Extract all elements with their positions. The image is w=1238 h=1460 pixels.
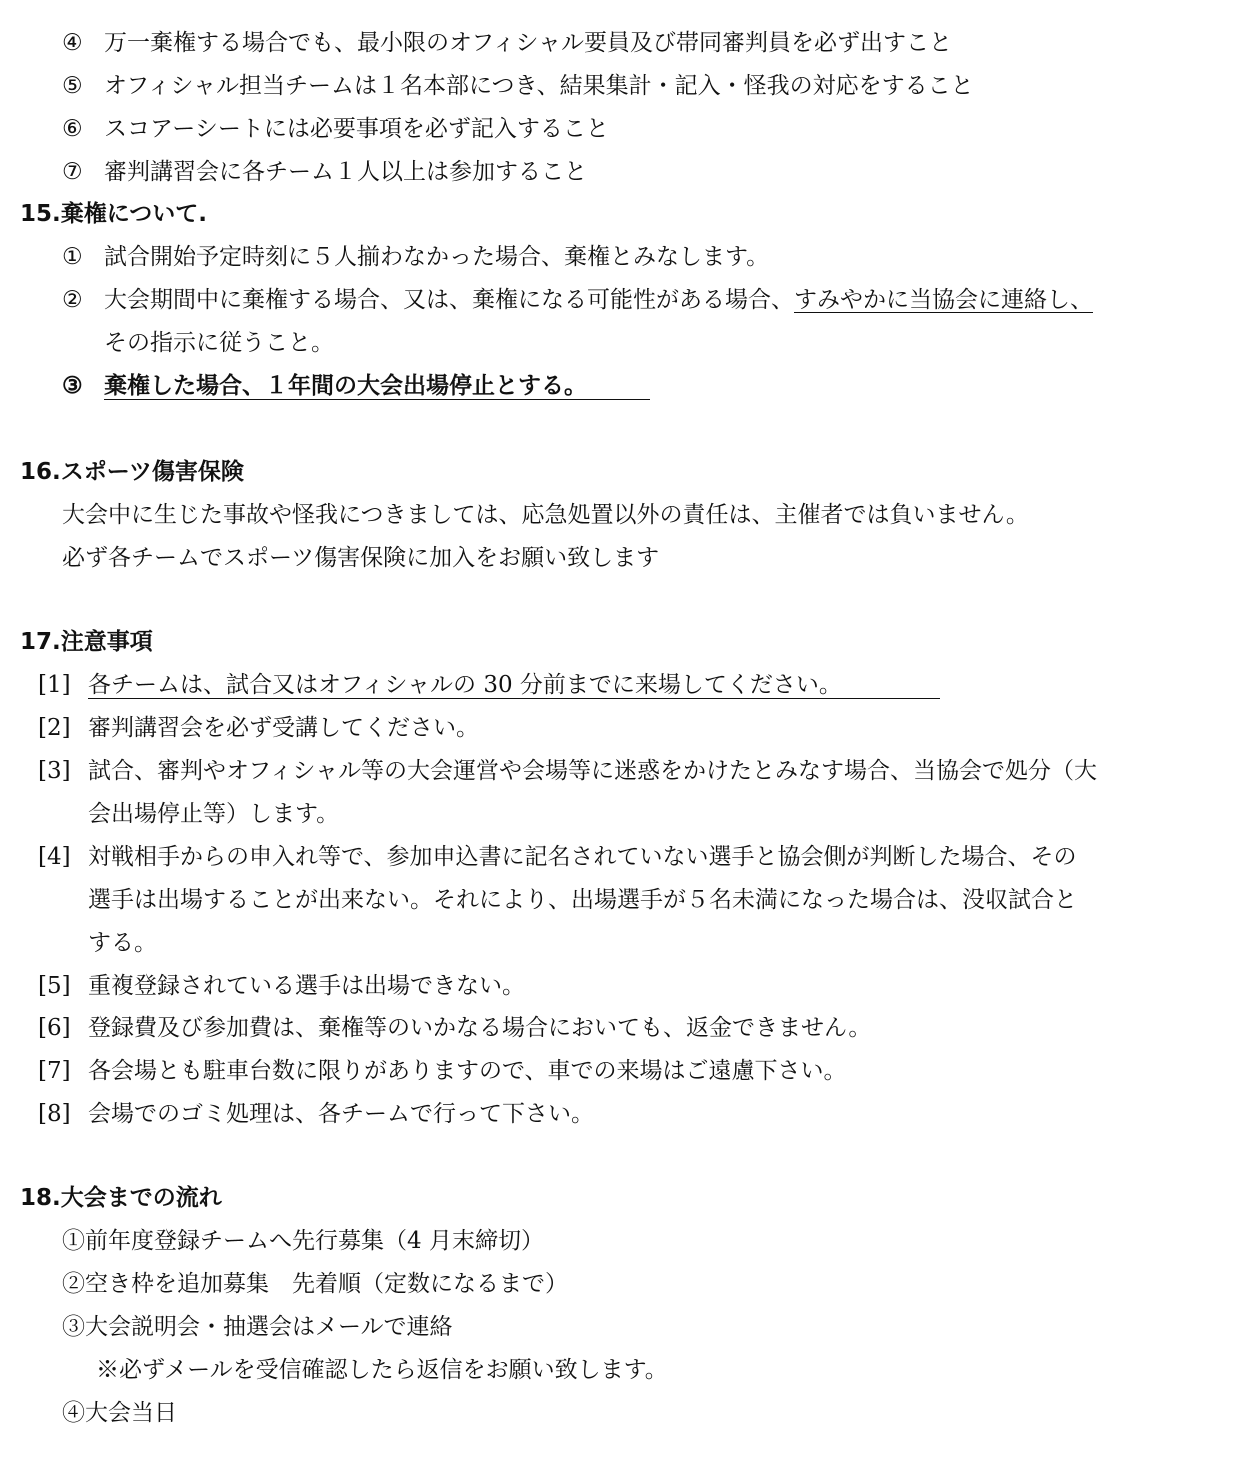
note-text: する。 xyxy=(88,930,157,956)
rule-text-part: 大会期間中に棄権する場合、又は、棄権になる可能性がある場合、 xyxy=(104,287,794,313)
paragraph-text: 大会中に生じた事故や怪我につきましては、応急処置以外の責任は、主催者では負いません。 xyxy=(62,502,1029,528)
paragraph-text: 必ず各チームでスポーツ傷害保険に加入をお願い致します xyxy=(62,545,660,571)
item-marker: [7] xyxy=(38,1058,71,1084)
item-marker: ⑥ xyxy=(62,116,83,142)
rule-text: 審判講習会に各チーム１人以上は参加すること xyxy=(104,159,587,185)
note-text: 会出場停止等）します。 xyxy=(88,801,340,827)
section-heading: 17.注意事項 xyxy=(20,629,153,655)
item-marker: [6] xyxy=(38,1015,71,1041)
note-text: 登録費及び参加費は、棄権等のいかなる場合においても、返金できません。 xyxy=(88,1015,872,1041)
section-heading: 18.大会までの流れ xyxy=(20,1185,222,1211)
flow-step: ③大会説明会・抽選会はメールで連絡 xyxy=(62,1314,453,1340)
note-text: 試合、審判やオフィシャル等の大会運営や会場等に迷惑をかけたとみなす場合、当協会で処分（大 xyxy=(88,758,1098,784)
rule-text: 万一棄権する場合でも、最小限のオフィシャル要員及び帯同審判員を必ず出すこと xyxy=(104,30,953,56)
rule-text: オフィシャル担当チームは１名本部につき、結果集計・記入・怪我の対応をすること xyxy=(104,73,974,99)
item-marker: ① xyxy=(62,244,83,270)
rule-text-continuation: その指示に従うこと。 xyxy=(104,330,334,356)
note-text: 会場でのゴミ処理は、各チームで行って下さい。 xyxy=(88,1101,594,1127)
note-text: 審判講習会を必ず受講してください。 xyxy=(88,715,479,741)
underline xyxy=(88,698,940,699)
item-marker: [5] xyxy=(38,973,71,999)
note-text: 各チームは、試合又はオフィシャルの 30 分前までに来場してください。 xyxy=(88,672,842,698)
section-heading: 15.棄権について. xyxy=(20,201,208,227)
note-text: 対戦相手からの申入れ等で、参加申込書に記名されていない選手と協会側が判断した場合、その xyxy=(88,844,1077,870)
flow-note: ※必ずメールを受信確認したら返信をお願い致します。 xyxy=(96,1357,668,1383)
underline xyxy=(104,399,650,400)
item-marker: ④ xyxy=(62,30,83,56)
item-marker: [4] xyxy=(38,844,71,870)
rule-text: スコアーシートには必要事項を必ず記入すること xyxy=(104,116,609,142)
rule-text: 試合開始予定時刻に５人揃わなかった場合、棄権とみなします。 xyxy=(104,244,770,270)
note-text: 選手は出場することが出来ない。それにより、出場選手が５名未満になった場合は、没収試合と xyxy=(88,887,1077,913)
suspension-rule-text: 棄権した場合、１年間の大会出場停止とする。 xyxy=(104,372,587,399)
note-text: 各会場とも駐車台数に限りがありますので、車での来場はご遠慮下さい。 xyxy=(88,1058,847,1084)
item-marker: ③ xyxy=(62,372,83,399)
flow-step: ②空き枠を追加募集 先着順（定数になるまで） xyxy=(62,1271,568,1297)
item-marker: ② xyxy=(62,287,83,313)
underlined-contact-instruction: すみやかに当協会に連絡し、 xyxy=(794,287,1093,313)
flow-step: ①前年度登録チームへ先行募集（4 月末締切） xyxy=(62,1228,544,1254)
flow-step: ④大会当日 xyxy=(62,1400,177,1426)
item-marker: [1] xyxy=(38,672,71,698)
item-marker: ⑤ xyxy=(62,73,83,99)
item-marker: [3] xyxy=(38,758,71,784)
note-text: 重複登録されている選手は出場できない。 xyxy=(88,973,525,999)
section-heading: 16.スポーツ傷害保険 xyxy=(20,459,244,485)
rule-text xyxy=(104,285,1093,315)
item-marker: [8] xyxy=(38,1101,71,1127)
item-marker: [2] xyxy=(38,715,71,741)
item-marker: ⑦ xyxy=(62,159,83,185)
